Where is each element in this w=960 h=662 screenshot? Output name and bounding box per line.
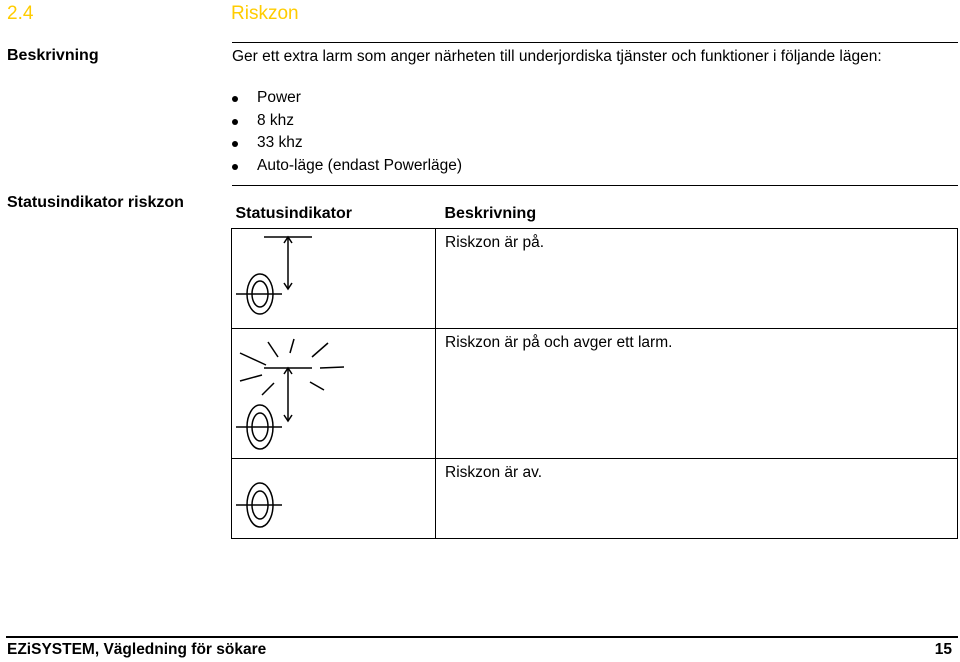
divider	[232, 42, 958, 43]
page-number: 15	[934, 641, 952, 658]
indicator-cell	[232, 458, 436, 538]
description-text: Ger ett extra larm som anger närheten till underjordiska tjänster och funktioner i följande lägen:	[232, 48, 882, 65]
footer-rule	[6, 636, 958, 638]
status-table	[231, 202, 958, 539]
table-row	[232, 458, 958, 538]
list-item: Power	[232, 87, 462, 110]
indicator-cell	[232, 328, 436, 458]
column-header-indicator: Statusindikator	[232, 202, 436, 228]
riskzone-off-icon	[232, 459, 332, 537]
riskzone-alarm-icon	[232, 329, 352, 457]
column-header-description: Beskrivning	[436, 202, 958, 228]
table-header-row	[232, 202, 958, 228]
description-cell: Riskzon är på och avger ett larm.	[436, 328, 958, 458]
description-cell: Riskzon är av.	[436, 458, 958, 538]
list-item: 8 khz	[232, 110, 462, 133]
table-row	[232, 328, 958, 458]
list-item: Auto-läge (endast Powerläge)	[232, 155, 462, 178]
table-row	[232, 228, 958, 328]
divider	[232, 185, 958, 186]
riskzone-on-icon	[232, 229, 332, 327]
section-title: Riskzon	[231, 3, 299, 24]
description-label: Beskrivning	[7, 47, 99, 64]
status-label: Statusindikator riskzon	[7, 194, 184, 211]
mode-list	[232, 87, 462, 177]
footer-title: EZiSYSTEM, Vägledning för sökare	[7, 641, 267, 658]
list-item: 33 khz	[232, 132, 462, 155]
section-number: 2.4	[7, 3, 34, 24]
indicator-cell	[232, 228, 436, 328]
description-cell: Riskzon är på.	[436, 228, 958, 328]
